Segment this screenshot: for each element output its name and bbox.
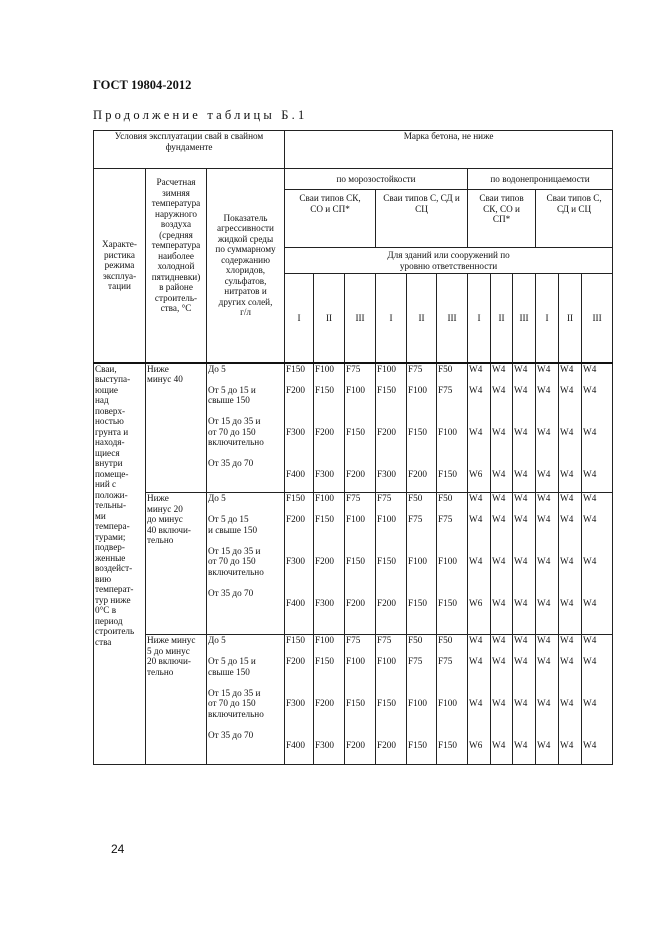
grade-cell: F150 F200 F300 F400 xyxy=(285,635,314,765)
level-header: III xyxy=(345,274,376,363)
table-continuation-title: Продолжение таблицы Б.1 xyxy=(93,108,308,122)
grade-cell: F50 F75 F100 F150 xyxy=(407,635,437,765)
grade-cell: F100 F150 F200 F300 xyxy=(314,493,345,635)
header-winter-temperature: Расчетная зимняя температура наружного воздуха (средняя температура наиболее холодной пятидневки) в районе строитель- ства, °С xyxy=(146,169,207,363)
grade-cell: W4 W4 W4 W6 xyxy=(468,493,491,635)
grade-cell: W4 W4 W4 W4 xyxy=(491,363,513,493)
grade-cell: W4 W4 W4 W4 xyxy=(559,493,582,635)
temperature-cell: Ниже минус 20 до минус 40 включи- тельно xyxy=(146,493,207,635)
header-concrete-grade: Марка бетона, не ниже xyxy=(285,131,613,169)
level-header: II xyxy=(314,274,345,363)
level-header: I xyxy=(285,274,314,363)
grade-cell: F100 F150 F200 F300 xyxy=(314,363,345,493)
level-header: II xyxy=(491,274,513,363)
grade-cell: W4 W4 W4 W4 xyxy=(491,493,513,635)
header-frost-resistance: по морозостойкости xyxy=(285,169,468,190)
grade-cell: F150 F200 F300 F400 xyxy=(285,363,314,493)
grade-cell: F150 F200 F300 F400 xyxy=(285,493,314,635)
grade-cell: F50 F75 F100 F150 xyxy=(437,635,468,765)
grade-cell: F75 F100 F150 F200 xyxy=(345,363,376,493)
mode-characteristic-cell: Сваи, выступа- ющие над поверх- ностью грунта и находя- щиеся внутри помеще- ний с положи- тельны- ми темпера- турами; подвер- женные воздейст- вию температ- тур ниже 0°С в период строитель ства xyxy=(94,363,146,765)
aggressiveness-cell: До 5 От 5 до 15 и свыше 150 От 15 до 35 и от 70 до 150 включительно От 35 до 70 xyxy=(207,635,285,765)
grade-cell: W4 W4 W4 W4 xyxy=(582,363,613,493)
grade-cell: F50 F75 F100 F150 xyxy=(437,493,468,635)
aggressiveness-cell: До 5 От 5 до 15 и свыше 150 От 15 до 35 и от 70 до 150 включительно От 35 до 70 xyxy=(207,363,285,493)
header-conditions: Условия эксплуатации свай в свайном фундаменте xyxy=(94,131,285,169)
grade-cell: W4 W4 W4 W4 xyxy=(536,635,559,765)
document-code: ГОСТ 19804-2012 xyxy=(93,78,192,92)
grade-cell: W4 W4 W4 W6 xyxy=(468,635,491,765)
grade-cell: F100 F150 F200 F300 xyxy=(376,363,407,493)
level-header: I xyxy=(468,274,491,363)
level-header: II xyxy=(559,274,582,363)
temperature-cell: Ниже минус 40 xyxy=(146,363,207,493)
header-water-resistance: по водонепроницаемости xyxy=(468,169,613,190)
level-header: I xyxy=(376,274,407,363)
header-water-pile-group-2: Сваи типов С, СД и СЦ xyxy=(536,190,613,248)
grade-cell: W4 W4 W4 W4 xyxy=(513,635,536,765)
grade-cell: W4 W4 W4 W4 xyxy=(559,635,582,765)
level-header: III xyxy=(437,274,468,363)
grade-cell: W4 W4 W4 W4 xyxy=(536,493,559,635)
level-header: II xyxy=(407,274,437,363)
concrete-grade-table xyxy=(93,130,613,765)
page-number: 24 xyxy=(111,842,125,856)
grade-cell: F50 F75 F100 F150 xyxy=(407,493,437,635)
grade-cell: W4 W4 W4 W4 xyxy=(559,363,582,493)
grade-cell: W4 W4 W4 W4 xyxy=(536,363,559,493)
grade-cell: F100 F150 F200 F300 xyxy=(314,635,345,765)
grade-cell: F75 F100 F150 F200 xyxy=(376,493,407,635)
header-responsibility-level: Для зданий или сооружений по уровню ответственности xyxy=(285,248,613,274)
level-header: III xyxy=(582,274,613,363)
header-frost-pile-group-2: Сваи типов С, СД и СЦ xyxy=(376,190,468,248)
grade-cell: W4 W4 W4 W4 xyxy=(513,363,536,493)
aggressiveness-cell: До 5 От 5 до 15 и свыше 150 От 15 до 35 и от 70 до 150 включительно От 35 до 70 xyxy=(207,493,285,635)
header-frost-pile-group-1: Сваи типов СК, СО и СП* xyxy=(285,190,376,248)
grade-cell: W4 W4 W4 W4 xyxy=(513,493,536,635)
grade-cell: F75 F100 F150 F200 xyxy=(376,635,407,765)
header-mode-characteristic: Характе- ристика режима эксплуа- тации xyxy=(94,169,146,363)
grade-cell: F75 F100 F150 F200 xyxy=(345,493,376,635)
header-water-pile-group-1: Сваи типов СК, СО и СП* xyxy=(468,190,536,248)
grade-cell: F75 F100 F150 F200 xyxy=(407,363,437,493)
grade-cell: W4 W4 W4 W4 xyxy=(491,635,513,765)
grade-cell: F50 F75 F100 F150 xyxy=(437,363,468,493)
header-aggressiveness: Показатель агрессивности жидкой среды по суммарному содержанию хлоридов, сульфатов, нитратов и других солей, г/л xyxy=(207,169,285,363)
grade-cell: F75 F100 F150 F200 xyxy=(345,635,376,765)
grade-cell: W4 W4 W4 W4 xyxy=(582,635,613,765)
grade-cell: W4 W4 W4 W6 xyxy=(468,363,491,493)
grade-cell: W4 W4 W4 W4 xyxy=(582,493,613,635)
temperature-cell: Ниже минус 5 до минус 20 включи- тельно xyxy=(146,635,207,765)
level-header: III xyxy=(513,274,536,363)
level-header: I xyxy=(536,274,559,363)
